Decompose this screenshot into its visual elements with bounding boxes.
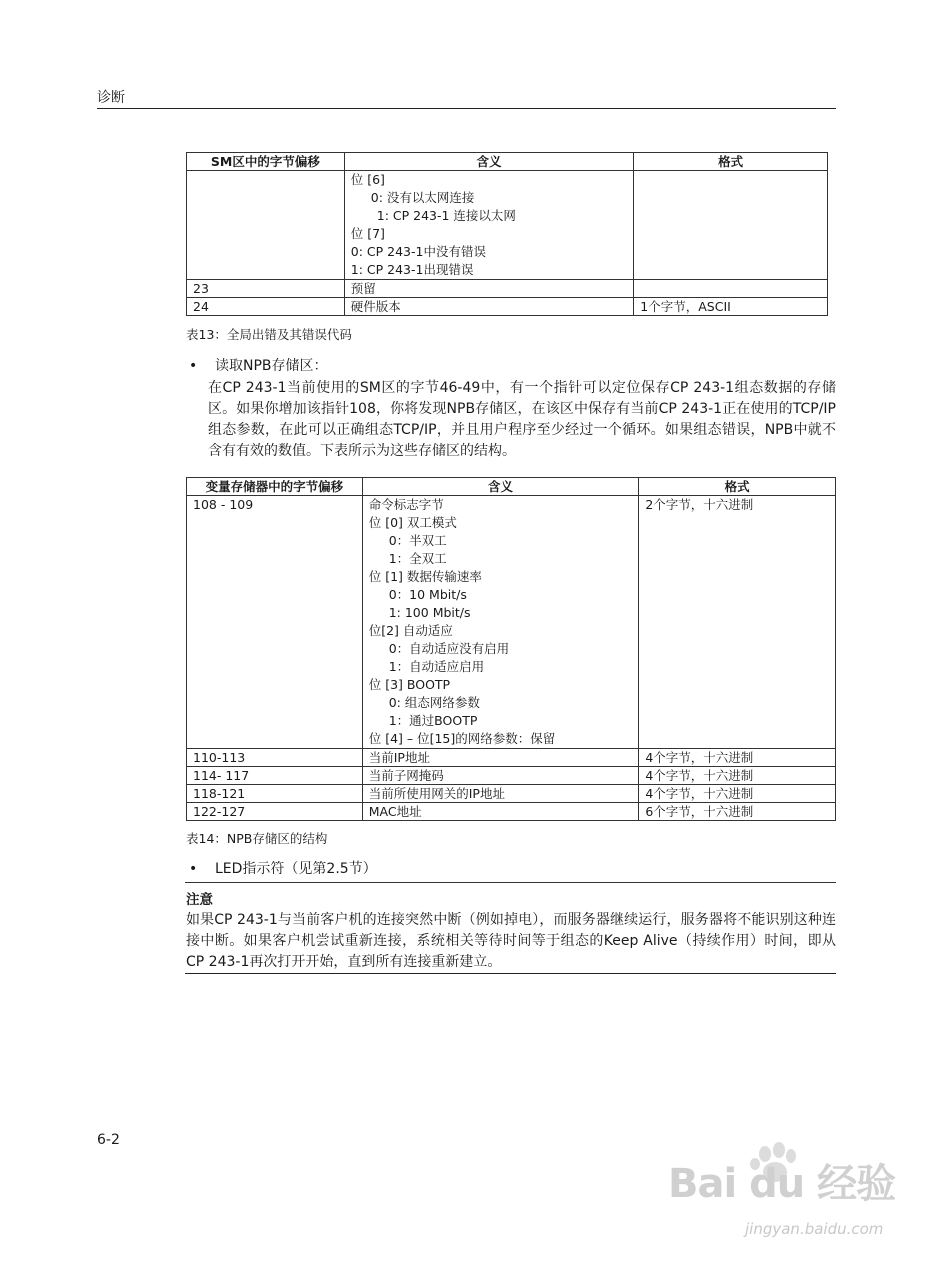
bullet-icon: •: [189, 358, 198, 374]
meaning-line: 1: CP 243-1出现错误: [350, 262, 474, 277]
meaning-line: 1：自动适应启用: [388, 659, 485, 674]
cell-offset: 114- 117: [187, 767, 363, 785]
cell-offset: 110-113: [187, 749, 363, 767]
page-number: 6-2: [97, 1132, 120, 1148]
cell-meaning: [344, 171, 634, 280]
col-header-meaning: 含义: [362, 478, 639, 496]
meaning-line: 1: 100 Mbit/s: [388, 605, 471, 620]
table-row: [187, 803, 836, 821]
meaning-line: 0: 没有以太网连接: [370, 190, 475, 205]
table-row: [187, 767, 836, 785]
col-header-format: 格式: [634, 153, 828, 171]
table-sm-area: [186, 152, 828, 316]
bullet-text: 读取NPB存储区：: [215, 358, 328, 374]
cell-format: 6个字节，十六进制: [639, 803, 836, 821]
note-title: 注意: [186, 892, 213, 908]
cell-offset: [187, 171, 345, 280]
note-divider-top: [185, 882, 836, 883]
bullet-item: [189, 858, 377, 878]
cell-meaning: [362, 496, 639, 749]
meaning-line: 位 [7]: [350, 226, 385, 241]
table-row: [187, 749, 836, 767]
meaning-line: 1: CP 243-1 连接以太网: [376, 208, 516, 223]
cell-meaning: 当前所使用网关的IP地址: [362, 785, 639, 803]
bullet-item: [189, 355, 328, 375]
running-header: 诊断: [97, 90, 125, 106]
note-text: 如果CP 243-1与当前客户机的连接突然中断（例如掉电），而服务器继续运行，服务器将不能识别这种连接中断。如果客户机尝试重新连接，系统相关等待时间等于组态的Keep Alive（持续作用）时间，即从CP 243-1再次打开开始，直到所有连接重新建立。: [186, 912, 836, 970]
cell-meaning: 硬件版本: [344, 298, 634, 316]
cell-format: [634, 171, 828, 280]
meaning-line: 位[2] 自动适应: [368, 623, 453, 638]
cell-meaning: MAC地址: [362, 803, 639, 821]
cell-format: [634, 280, 828, 298]
table-header-row: [187, 478, 836, 496]
note-divider-bottom: [185, 973, 836, 974]
meaning-line: 1：全双工: [388, 551, 447, 566]
cell-format: 1个字节，ASCII: [634, 298, 828, 316]
cell-offset: 108 - 109: [187, 496, 363, 749]
table-row: [187, 280, 828, 298]
meaning-line: 位 [3] BOOTP: [368, 677, 451, 692]
meaning-line: 0：10 Mbit/s: [388, 587, 467, 602]
table-row: [187, 171, 828, 280]
cell-offset: 118-121: [187, 785, 363, 803]
table-row: [187, 785, 836, 803]
cell-meaning: 当前IP地址: [362, 749, 639, 767]
watermark-url: jingyan.baidu.com: [745, 1220, 884, 1238]
meaning-line: 位 [4] – 位[15]的网络参数：保留: [368, 731, 556, 746]
body-paragraph: 在CP 243-1当前使用的SM区的字节46-49中，有一个指针可以定位保存CP 243-1组态数据的存储区。如果你增加该指针108，你将发现NPB存储区，在该区中保存有当前CP 243-1正在使用的TCP/IP组态参数，在此可以正确组态TCP/IP，并且用户程序至少经过一个循环。如果组态错误，NPB中就不含有有效的数值。下表所示为这些存储区的结构。: [208, 380, 836, 459]
watermark-brand: Bai du 经验: [668, 1161, 896, 1207]
cell-format: 4个字节，十六进制: [639, 767, 836, 785]
cell-meaning: 预留: [344, 280, 634, 298]
cell-offset: 122-127: [187, 803, 363, 821]
meaning-line: 1：通过BOOTP: [388, 713, 478, 728]
col-header-format: 格式: [639, 478, 836, 496]
cell-format: 2个字节，十六进制: [639, 496, 836, 749]
meaning-line: 0: CP 243-1中没有错误: [350, 244, 486, 259]
meaning-line: 0：半双工: [388, 533, 447, 548]
table-caption: 表13：全局出错及其错误代码: [186, 327, 352, 342]
meaning-line: 位 [1] 数据传输速率: [368, 569, 482, 584]
table-row: [187, 298, 828, 316]
table-header-row: [187, 153, 828, 171]
cell-offset: 23: [187, 280, 345, 298]
cell-offset: 24: [187, 298, 345, 316]
meaning-line: 位 [6]: [350, 172, 385, 187]
table-npb-area: [186, 477, 836, 821]
meaning-line: 命令标志字节: [368, 497, 444, 512]
meaning-line: 0: 组态网络参数: [388, 695, 480, 710]
table-row: [187, 496, 836, 749]
meaning-line: 0：自动适应没有启用: [388, 641, 510, 656]
bullet-icon: •: [189, 861, 198, 877]
header-divider: [97, 108, 836, 109]
col-header-offset: SM区中的字节偏移: [187, 153, 345, 171]
meaning-line: 位 [0] 双工模式: [368, 515, 457, 530]
cell-format: 4个字节，十六进制: [639, 749, 836, 767]
col-header-meaning: 含义: [344, 153, 634, 171]
bullet-text: LED指示符（见第2.5节）: [215, 861, 377, 877]
cell-format: 4个字节，十六进制: [639, 785, 836, 803]
table-caption: 表14：NPB存储区的结构: [186, 831, 328, 846]
cell-meaning: 当前子网掩码: [362, 767, 639, 785]
col-header-offset: 变量存储器中的字节偏移: [187, 478, 363, 496]
